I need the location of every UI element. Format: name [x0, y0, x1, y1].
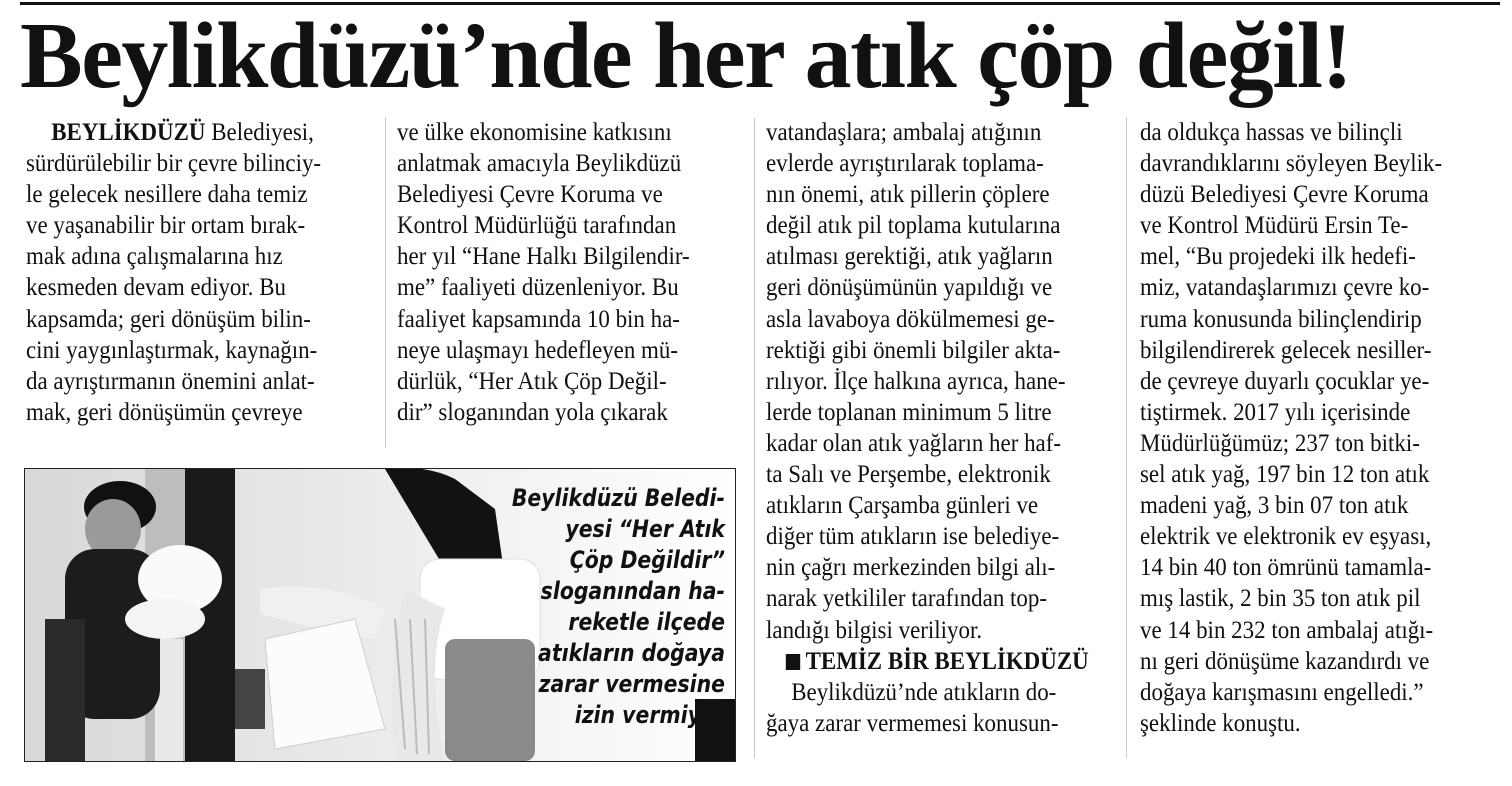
article-column-1: [26, 116, 321, 427]
text-line: nı geri dönüşüme kazandırdı ve: [1140, 645, 1430, 675]
lead-word: BEYLİKDÜZÜ: [51, 117, 206, 146]
text-line: davrandıklarını söyleyen Beylik-: [1140, 148, 1443, 178]
text-line: ve 14 bin 232 ton ambalaj atığı-: [1140, 614, 1434, 644]
text-line: Müdürlüğümüz; 237 ton bitki-: [1140, 427, 1420, 457]
text-line: nın önemi, atık pillerin çöplere: [766, 179, 1050, 209]
text-line: madeni yağ, 3 bin 07 ton atık: [1140, 490, 1409, 520]
text-line: narak yetkililer tarafından top-: [766, 583, 1048, 613]
caption-line: sloganından ha-: [540, 577, 725, 605]
text-line: de çevreye duyarlı çocuklar ye-: [1140, 365, 1430, 395]
text-line: me” faaliyeti düzenleniyor. Bu: [397, 272, 679, 302]
text-line: doğaya karışmasını engelledi.”: [1140, 676, 1424, 706]
text-line: dürlük, “Her Atık Çöp Değil-: [397, 365, 667, 395]
text-line: kadar olan atık yağların her haf-: [766, 427, 1062, 457]
text-line: kapsamda; geri dönüşüm bilin-: [26, 303, 311, 333]
text-line: ve ülke ekonomisine katkısını: [397, 117, 672, 146]
text-line: vatandaşlara; ambalaj atığının: [766, 117, 1042, 146]
photo-caption: [496, 483, 726, 731]
column-divider: [754, 118, 755, 758]
column-divider: [1126, 118, 1127, 758]
text-line: atılması gerektiği, atık yağların: [766, 241, 1053, 271]
article-column-4: [1140, 116, 1442, 738]
caption-line: reketle ilçede: [568, 608, 725, 636]
caption-line: atıkların doğaya: [538, 639, 725, 667]
text-line: düzü Belediyesi Çevre Koruma: [1140, 179, 1429, 209]
subhead-square-icon: [786, 654, 800, 670]
text-line: sel atık yağ, 197 bin 12 ton atık: [1140, 459, 1430, 489]
text-line: ruma konusunda bilinçlendirip: [1140, 303, 1422, 333]
article-photo: [24, 468, 736, 762]
text-line: şeklinde konuştu.: [1140, 707, 1301, 737]
text-line: mış lastik, 2 bin 35 ton atık pil: [1140, 583, 1421, 613]
article-column-2: [397, 116, 690, 427]
text-line: le gelecek nesillere daha temiz: [26, 179, 308, 209]
subhead-text: TEMİZ BİR BEYLİKDÜZÜ: [805, 645, 1089, 675]
text-line: Kontrol Müdürlüğü tarafından: [397, 210, 677, 240]
text-line: da oldukça hassas ve bilinçli: [1140, 117, 1403, 146]
text-line: cini yaygınlaştırmak, kaynağın-: [26, 334, 318, 364]
text-line: rılıyor. İlçe halkına ayrıca, hane-: [766, 365, 1066, 395]
caption-line: Beylikdüzü Beledi-: [511, 484, 725, 512]
text-line: faaliyet kapsamında 10 bin ha-: [397, 303, 680, 333]
text-line: miz, vatandaşlarımızı çevre ko-: [1140, 272, 1430, 302]
text-line: mak adına çalışmalarına hız: [26, 241, 283, 271]
headline: Beylikdüzü’nde her atık çöp değil!: [20, 4, 1352, 108]
text-line: rektiği gibi önemli bilgiler akta-: [766, 334, 1061, 364]
text-line: tiştirmek. 2017 yılı içerisinde: [1140, 396, 1411, 426]
text-line: her yıl “Hane Halkı Bilgilendir-: [397, 241, 690, 271]
text-line: 14 bin 40 ton ömrünü tamamla-: [1140, 552, 1432, 582]
text-line: sürdürülebilir bir çevre bilinciy-: [26, 148, 322, 178]
text-line: elektrik ve elektronik ev eşyası,: [1140, 521, 1432, 551]
text-line: Beylikdüzü’nde atıkların do-: [791, 676, 1057, 706]
text-line: lerde toplanan minimum 5 litre: [766, 396, 1052, 426]
text-line: neye ulaşmayı hedefleyen mü-: [397, 334, 679, 364]
text-line: atıkların Çarşamba günleri ve: [766, 490, 1039, 520]
column-divider: [385, 118, 386, 448]
text-line: mak, geri dönüşümün çevreye: [26, 396, 303, 426]
subhead: [766, 645, 1089, 676]
text-line: evlerde ayrıştırılarak toplama-: [766, 148, 1044, 178]
text-line: ve Kontrol Müdürü Ersin Te-: [1140, 210, 1409, 240]
text-line: geri dönüşümünün yapıldığı ve: [766, 272, 1053, 302]
text-line: BEYLİKDÜZÜ Belediyesi,: [51, 117, 314, 146]
text-line: kesmeden devam ediyor. Bu: [26, 272, 287, 302]
text-line: da ayrıştırmanın önemini anlat-: [26, 365, 315, 395]
text-line: Belediyesi Çevre Koruma ve: [397, 179, 663, 209]
text-line: ta Salı ve Perşembe, elektronik: [766, 459, 1051, 489]
caption-line: zarar vermesine: [538, 670, 725, 698]
text-line: mel, “Bu projedeki ilk hedefi-: [1140, 241, 1416, 271]
text-line: diğer tüm atıkların ise belediye-: [766, 521, 1060, 551]
text-line: asla lavaboya dökülmemesi ge-: [766, 303, 1055, 333]
text-line: landığı bilgisi veriliyor.: [766, 614, 983, 644]
text-line: ve yaşanabilir bir ortam bırak-: [26, 210, 306, 240]
text-line: ğaya zarar vermemesi konusun-: [766, 707, 1059, 737]
text-line: dir” sloganından yola çıkarak: [397, 396, 668, 426]
caption-line: yesi “Her Atık: [565, 515, 725, 543]
text-line: değil atık pil toplama kutularına: [766, 210, 1061, 240]
text-line: bilgilendirerek gelecek nesiller-: [1140, 334, 1432, 364]
caption-line: Çöp Değildir”: [569, 546, 725, 574]
article-column-3: [766, 116, 1089, 738]
text-line: anlatmak amacıyla Beylikdüzü: [397, 148, 682, 178]
text-line: nin çağrı merkezinden bilgi alı-: [766, 552, 1056, 582]
caption-line: izin vermiyor: [574, 701, 725, 729]
